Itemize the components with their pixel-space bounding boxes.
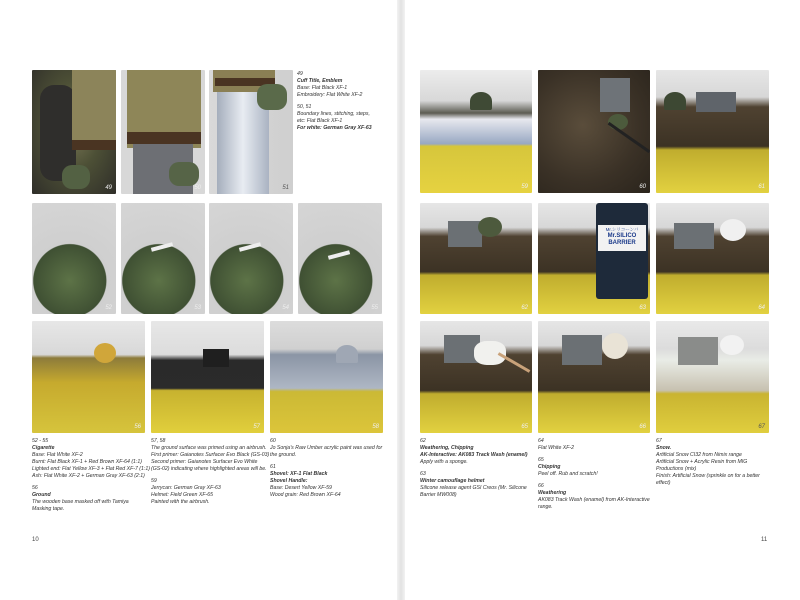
photo-base-primed-black xyxy=(151,321,264,433)
cigarette xyxy=(328,250,350,260)
figure-hand xyxy=(257,84,287,110)
caption-step-num: 64 xyxy=(538,438,544,444)
caption-line: effect) xyxy=(656,480,671,486)
photo-number: 59 xyxy=(521,184,528,190)
figure-vest xyxy=(72,70,116,150)
photo-number: 64 xyxy=(758,305,765,311)
caption-line: Base: Flat Black XF-1 xyxy=(297,85,348,91)
caption-step-num: 50, 51 xyxy=(297,104,312,110)
caption-step-num: 59 xyxy=(151,478,157,484)
figure-hand xyxy=(169,162,199,186)
caption-step-num: 61 xyxy=(270,464,276,470)
figure-hand xyxy=(62,165,90,189)
caption-heading: Snow. xyxy=(656,445,672,451)
caption-step-num: 67 xyxy=(656,438,662,444)
caption-heading: Cigarette xyxy=(32,445,55,451)
photo-number: 67 xyxy=(758,424,765,430)
photo-number: 55 xyxy=(371,305,378,311)
caption-heading: Chipping xyxy=(538,464,561,470)
photo-number: 49 xyxy=(105,185,112,191)
caption-step-num: 52 - 55 xyxy=(32,438,49,444)
caption-60-61 xyxy=(270,438,385,499)
caption-heading: Cuff Title, Emblem xyxy=(297,78,343,84)
caption-line: Artificial Snow CI32 from Nimix range xyxy=(656,452,742,458)
caption-line: Embroidery: Flat White XF-2 xyxy=(297,92,363,98)
jerrycan-object xyxy=(562,335,602,365)
sponge-handle xyxy=(498,352,531,373)
caption-67 xyxy=(656,438,772,487)
photo-diorama-63 xyxy=(538,203,650,314)
caption-heading: Ground xyxy=(32,492,51,498)
caption-heading: Winter camouflage helmet xyxy=(420,478,485,484)
silicone-bottle xyxy=(596,203,648,299)
jerrycan-object xyxy=(203,349,229,367)
caption-line: Jo Sonja's Raw Umber acrylic paint was used for xyxy=(270,445,383,451)
photo-number: 66 xyxy=(639,424,646,430)
caption-62-63 xyxy=(420,438,536,499)
jerrycan-object xyxy=(448,221,482,247)
photo-number: 61 xyxy=(758,184,765,190)
caption-line: The ground surface was primed using an airbrush. xyxy=(151,445,267,451)
caption-line: etc: Flat Black XF-1 xyxy=(297,118,343,124)
helmet-object xyxy=(478,217,502,237)
photo-grenade-54 xyxy=(209,203,293,314)
photo-number: 56 xyxy=(134,424,141,430)
caption-line: Boundary lines, stitching, steps, xyxy=(297,111,370,117)
photo-number: 63 xyxy=(639,305,646,311)
photo-grenade-52 xyxy=(32,203,116,314)
caption-line: Base: Desert Yellow XF-59 xyxy=(270,485,332,491)
page-number-left: 10 xyxy=(32,537,39,543)
caption-line: Peel off. Rub and scratch! xyxy=(538,471,598,477)
jerrycan-object xyxy=(678,337,718,365)
caption-64-66 xyxy=(538,438,654,511)
caption-line: For white: German Gray XF-63 xyxy=(297,125,372,131)
caption-line: Second primer: Gaianotes Surfacer Evo White xyxy=(151,459,258,465)
figure-belt xyxy=(72,140,116,150)
caption-line: Ash: Flat White XF-2 + German Gray XF-63 (2:1) xyxy=(32,473,145,479)
caption-line: Silicone release agent GSI Creos (Mr. Silicone xyxy=(420,485,527,491)
page-number-right: 11 xyxy=(761,537,768,543)
photo-number: 53 xyxy=(194,305,201,311)
photo-number: 60 xyxy=(639,184,646,190)
photo-figure-cuff xyxy=(32,70,116,194)
photo-diorama-59 xyxy=(420,70,532,193)
page-gutter xyxy=(397,0,405,600)
caption-52-56 xyxy=(32,438,150,513)
jerrycan-object xyxy=(600,78,630,112)
bottle-label-top: Mr.シリコーンバ xyxy=(605,227,639,232)
photo-diorama-62 xyxy=(420,203,532,314)
photo-base-masked xyxy=(32,321,145,433)
photo-base-primed-white xyxy=(270,321,383,433)
caption-line: First primer: Gaianotes Surfacer Evo Black (GS-03) xyxy=(151,452,270,458)
photo-number: 54 xyxy=(282,305,289,311)
helmet-object xyxy=(94,343,116,363)
photo-diorama-67 xyxy=(656,321,769,433)
photo-number: 50 xyxy=(194,185,201,191)
bottle-label xyxy=(598,225,646,251)
photo-number: 62 xyxy=(521,305,528,311)
caption-heading: Weathering xyxy=(538,490,567,496)
photo-figure-trousers xyxy=(209,70,293,194)
caption-line: (GS-02) indicating where highlighted areas will be. xyxy=(151,466,267,472)
photo-diorama-64 xyxy=(656,203,769,314)
helmet-object xyxy=(336,345,358,363)
caption-step-num: 49 xyxy=(297,71,303,77)
photo-diorama-60 xyxy=(538,70,650,193)
caption-step-num: 63 xyxy=(420,471,426,477)
photo-diorama-61 xyxy=(656,70,769,193)
cigarette xyxy=(239,242,261,252)
caption-line: Artificial Snow + Acrylic Resin from MIG xyxy=(656,459,748,465)
caption-line: Masking tape. xyxy=(32,506,65,512)
figure-belt xyxy=(127,132,201,144)
caption-line: Helmet: Field Green XF-65 xyxy=(151,492,213,498)
caption-line: range. xyxy=(538,504,553,510)
helmet-object xyxy=(470,92,492,110)
caption-line: Lighted end: Flat Yellow XF-3 + Flat Red XF-7 (1:1) xyxy=(32,466,150,472)
caption-step-num: 60 xyxy=(270,438,276,444)
caption-line: Base: Flat White XF-2 xyxy=(32,452,83,458)
jerrycan-object xyxy=(674,223,714,249)
caption-line: AK083 Track Wash (enamel) from AK-Interactive xyxy=(538,497,650,503)
caption-step-num: 66 xyxy=(538,483,544,489)
photo-figure-belt xyxy=(121,70,205,194)
caption-line: Finish: Artificial Snow (sprinkle on for a better xyxy=(656,473,760,479)
caption-line: Burnt: Flat Black XF-1 + Red Brown XF-64 (1:1) xyxy=(32,459,142,465)
caption-line: The wooden base masked off with Tamiya xyxy=(32,499,129,505)
cigarette xyxy=(151,242,173,252)
caption-line: Shovel: XF-1 Flat Black xyxy=(270,471,328,477)
caption-heading: Weathering, Chipping xyxy=(420,445,474,451)
caption-line: Productions (mix) xyxy=(656,466,697,472)
helmet-object xyxy=(602,333,628,359)
photo-number: 58 xyxy=(372,424,379,430)
caption-line: the ground. xyxy=(270,452,297,458)
caption-step-num: 65 xyxy=(538,457,544,463)
caption-line: Barrier MW008) xyxy=(420,492,457,498)
photo-number: 57 xyxy=(253,424,260,430)
photo-grenade-55 xyxy=(298,203,382,314)
caption-step-num: 56 xyxy=(32,485,38,491)
caption-step-num: 62 xyxy=(420,438,426,444)
caption-line: Painted with the airbrush. xyxy=(151,499,210,505)
helmet-object xyxy=(720,219,746,241)
photo-number: 51 xyxy=(282,185,289,191)
bottle-label-main: Mr.SILICO BARRIER xyxy=(607,233,637,246)
jerrycan-object xyxy=(696,92,736,112)
helmet-object xyxy=(664,92,686,110)
caption-line: Apply with a sponge. xyxy=(420,459,468,465)
photo-number: 52 xyxy=(105,305,112,311)
caption-line: Jerrycan: German Gray XF-63 xyxy=(151,485,221,491)
caption-49-51 xyxy=(297,71,389,132)
caption-57-59 xyxy=(151,438,270,506)
photo-diorama-65 xyxy=(420,321,532,433)
caption-line: Flat White XF-2 xyxy=(538,445,575,451)
caption-step-num: 57, 58 xyxy=(151,438,166,444)
paintbrush xyxy=(608,122,650,153)
photo-number: 65 xyxy=(521,424,528,430)
helmet-object xyxy=(720,335,744,355)
caption-line: AK-Interactive: AK083 Track Wash (enamel) xyxy=(420,452,528,458)
photo-diorama-66 xyxy=(538,321,650,433)
photo-grenade-53 xyxy=(121,203,205,314)
caption-line: Wood grain: Red Brown XF-64 xyxy=(270,492,341,498)
caption-heading: Shovel Handle: xyxy=(270,478,308,484)
